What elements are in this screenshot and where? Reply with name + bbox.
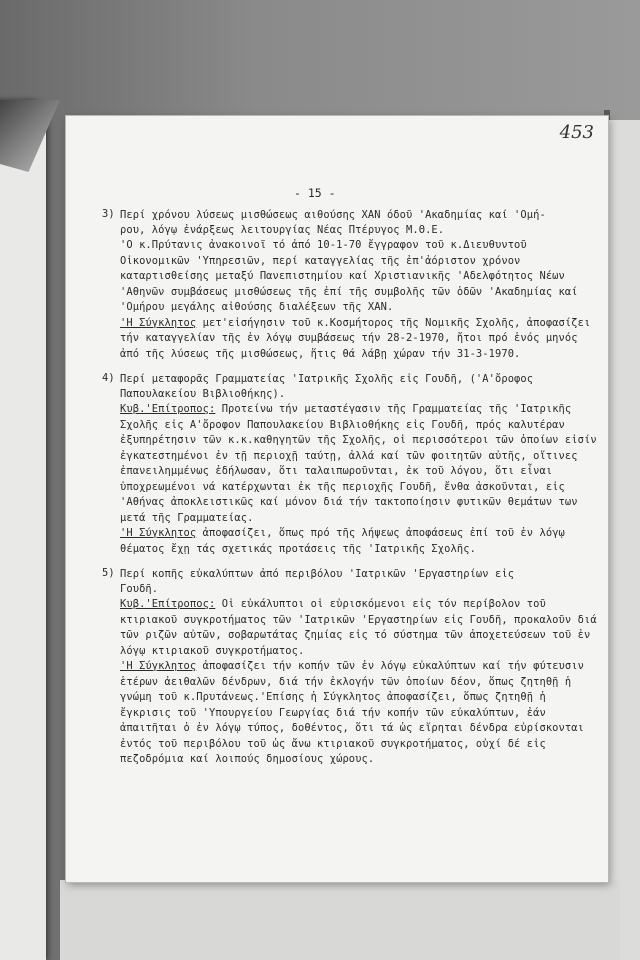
- paragraph: [120, 316, 602, 363]
- paragraph: [120, 597, 602, 659]
- paragraph: [120, 238, 602, 316]
- adjacent-page-right: [608, 120, 640, 960]
- paragraph-text: ἀποφασίζει τήν κοπήν τῶν ἐν λόγῳ εὐκαλύπτων καί τήν φύτευσιν ἑτέρων ἀειθαλῶν δένδρων, διά τήν ἐκλογήν τῶν ὁποίων δέον, ὅπως ζητηθῇ ἡ γνώμη τοῦ κ.Πρυτάνεως.'Επίσης ἡ Σύγκλητος ἀποφασίζει, ὅπως ζητηθῇ ἡ ἔγκρισις τοῦ 'Υπουργείου Γεωργίας διά τήν κοπήν τῶν εὐκαλύπτων, ἐάν ἀπαιτῆται ὁ ἐν λόγῳ τύπος, δοθέντος, ὅτι τά ὡς εἴρηται δένδρα εὑρίσκονται ἐντός τοῦ περιβόλου τοῦ ὡς ἄνω κτιριακοῦ συγκροτήματος, οὐχί δέ εἰς πεζοδρόμια καί λοιπούς δημοσίους χώρους.: [120, 660, 584, 765]
- speaker-label: 'Η Σύγκλητος: [120, 527, 197, 539]
- paragraph: [120, 402, 602, 526]
- page-number: - 15 -: [294, 186, 336, 200]
- paragraph-text: Προτείνω τήν μεταστέγασιν τῆς Γραμματείας τῆς 'Ιατρικῆς Σχολῆς εἰς Α'ὄροφον Παπουλακείου Βιβλιοθήκης εἰς Γουδῆ, πρός καλυτέραν ἐξυπηρέτησιν τῶν κ.κ.καθηγητῶν τῆς Σχολῆς, οἱ περισσότεροι τῶν ὁποίων εἰσίν ἐγκατεστημένοι ἐν τῇ περιοχῇ ταύτῃ, ἀλλά καί τῶν φοιτητῶν αὐτῆς, οἵτινες ἐπανειλημμένως ἐδήλωσαν, ὅτι ταλαιπωροῦνται, ἐκ τοῦ λόγου, ὅτι εἶναι ὑποχρεωμένοι νά κατέρχωνται ἐκ τῆς περιοχῆς Γουδῆ, ἔνθα ἀσκοῦνται, εἰς 'Αθήνας ἀποκλειστικῶς καί μόνον διά τήν τακτοποίησιν φυτικῶν θεμάτων των μετά τῆς Γραμματείας.: [120, 403, 597, 524]
- item-title: Περί μεταφορᾶς Γραμματείας 'Ιατρικῆς Σχολῆς εἰς Γουδῆ, ('Α'ὄροφος Παπουλακείου Βιβλιοθήκης).: [120, 373, 534, 400]
- item-number: 3): [102, 208, 115, 220]
- document-page: [66, 116, 608, 882]
- speaker-label: Κυβ.'Επίτροπος:: [120, 403, 216, 415]
- item-title: Περί κοπῆς εὐκαλύπτων ἀπό περιβόλου 'Ιατρικῶν 'Εργαστηρίων εἰς Γουδῆ.: [120, 568, 515, 595]
- paragraph-text: 'Ο κ.Πρύτανις ἀνακοινοῖ τό ἀπό 10-1-70 ἔγγραφον τοῦ κ.Διευθυντοῦ Οἰκονομικῶν 'Υπηρεσιῶν, περί καταγγελίας τῆς ἐπ'ἀόριστον χρόνον καταρτισθείσης μεταξύ Πανεπιστημίου καί Χριστιανικῆς 'Αδελφότητος Νέων 'Αθηνῶν συμβάσεως μισθώσεως τῆς ἐπί τῆς συμβολῆς τῶν ὁδῶν 'Ακαδημίας καί 'Ομήρου μεγάλης αἰθούσης διαλέξεων τῆς ΧΑΝ.: [120, 239, 578, 313]
- agenda-item: [102, 372, 602, 557]
- agenda-item: [102, 567, 602, 768]
- speaker-label: Κυβ.'Επίτροπος:: [120, 598, 216, 610]
- paragraph-text: μετ'εἰσήγησιν τοῦ κ.Κοσμήτορος τῆς Νομικῆς Σχολῆς, ἀποφασίζει τήν καταγγελίαν τῆς ἐν λόγῳ συμβάσεως τήν 28-2-1970, ἤτοι πρό ἑνός μηνός ἀπό τῆς λύσεως τῆς μισθώσεως, ἥτις θά λάβῃ χώραν τήν 31-3-1970.: [120, 316, 591, 360]
- speaker-label: 'Η Σύγκλητος: [120, 316, 197, 329]
- paragraph-text: Οἱ εὐκάλυπτοι οἱ εὑρισκόμενοι εἰς τόν περίβολον τοῦ κτιριακοῦ συγκροτήματος τῶν 'Ιατρικῶν 'Εργαστηρίων εἰς Γουδῆ, προκαλοῦν διά τῶν ριζῶν αὐτῶν, σοβαρωτάτας ζημίας εἰς τό σύστημα τῶν ἀποχετεύσεων τοῦ ἐν λόγῳ κτιριακοῦ συγκροτήματος.: [120, 598, 597, 657]
- paragraph: [120, 659, 602, 768]
- item-number: 4): [102, 372, 115, 384]
- handwritten-page-number: 453: [559, 122, 594, 143]
- agenda-item: [102, 208, 602, 362]
- document-body: [102, 208, 602, 778]
- speaker-label: 'Η Σύγκλητος: [120, 660, 197, 672]
- item-title: Περί χρόνου λύσεως μισθώσεως αιθούσης ΧΑΝ όδοῦ 'Ακαδημίας καί 'Ομή- ρου, λόγῳ ἐνάρξεως λειτουργίας Νέας Πτέρυγος Μ.Θ.Ε.: [120, 209, 546, 236]
- paragraph-text: ἀποφασίζει, ὅπως πρό τῆς λήψεως ἀποφάσεως ἐπί τοῦ ἐν λόγῳ θέματος ἔχῃ τάς σχετικάς προτάσεις τῆς 'Ιατρικῆς Σχολῆς.: [120, 527, 565, 555]
- bottom-page-edge: [60, 880, 620, 960]
- paragraph: [120, 526, 602, 557]
- item-number: 5): [102, 567, 115, 579]
- adjacent-page-left: [0, 100, 46, 960]
